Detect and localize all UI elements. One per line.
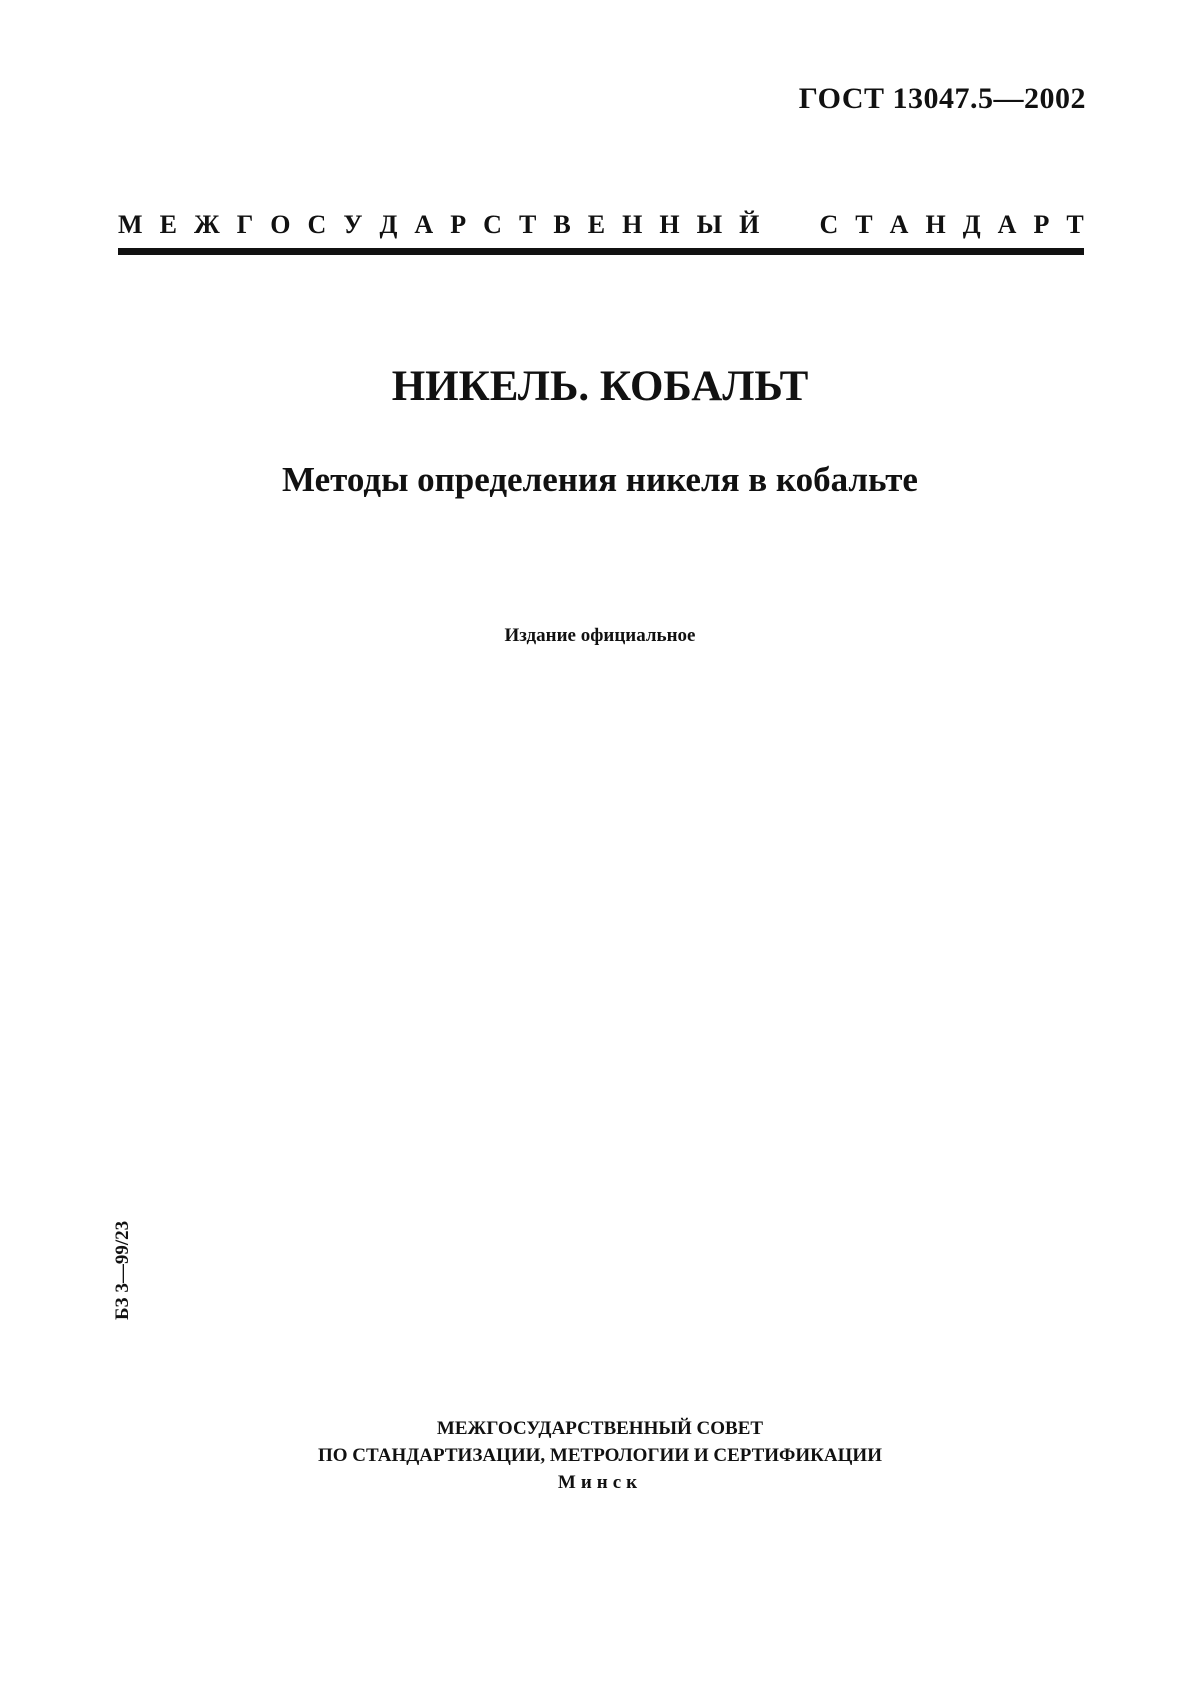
heading-letter: Т	[518, 210, 537, 239]
side-code: БЗ 3—99/23	[112, 1220, 133, 1320]
document-title: НИКЕЛЬ. КОБАЛЬТ	[391, 363, 809, 410]
heading-letter: Ж	[193, 210, 220, 239]
heading-letter: А	[997, 210, 1017, 239]
heading-letter: А	[889, 210, 909, 239]
heading-letter: Н	[925, 210, 946, 239]
heading-word-gap	[776, 210, 802, 240]
heading-letter: Т	[1066, 210, 1084, 239]
publisher-line-2: ПО СТАНДАРТИЗАЦИИ, МЕТРОЛОГИИ И СЕРТИФИКАЦИИ	[317, 1445, 882, 1466]
heading-letter: С	[483, 210, 502, 239]
heading-letter: Ы	[696, 210, 723, 239]
heading-letter: Е	[159, 210, 177, 239]
heading-letter: Г	[236, 210, 254, 239]
heading-letter: Й	[739, 210, 760, 239]
heading-letter: С	[307, 210, 327, 239]
heading-letter: Р	[450, 210, 467, 239]
standard-type-heading	[118, 210, 1084, 240]
heading-letter: Е	[587, 210, 606, 239]
heading-letter: О	[270, 210, 291, 239]
heading-letter: Р	[1033, 210, 1050, 239]
heading-letter: Д	[962, 210, 981, 239]
heading-divider	[118, 248, 1084, 255]
heading-letter: Н	[659, 210, 680, 239]
heading-letter: С	[819, 210, 839, 239]
document-number: ГОСТ 13047.5—2002	[798, 82, 1086, 115]
heading-letter: У	[343, 210, 363, 239]
heading-letter: А	[414, 210, 434, 239]
edition-note: Издание официальное	[504, 625, 696, 646]
publisher-line-1: МЕЖГОСУДАРСТВЕННЫЙ СОВЕТ	[436, 1418, 764, 1439]
publisher-block	[0, 1415, 1200, 1496]
heading-letter: Д	[379, 210, 398, 239]
document-subtitle: Методы определения никеля в кобальте	[282, 460, 918, 499]
heading-letter: М	[118, 210, 143, 239]
heading-letter: В	[553, 210, 571, 239]
publisher-city: Минск	[557, 1472, 643, 1493]
heading-letter: Т	[855, 210, 873, 239]
heading-letter: Н	[622, 210, 643, 239]
